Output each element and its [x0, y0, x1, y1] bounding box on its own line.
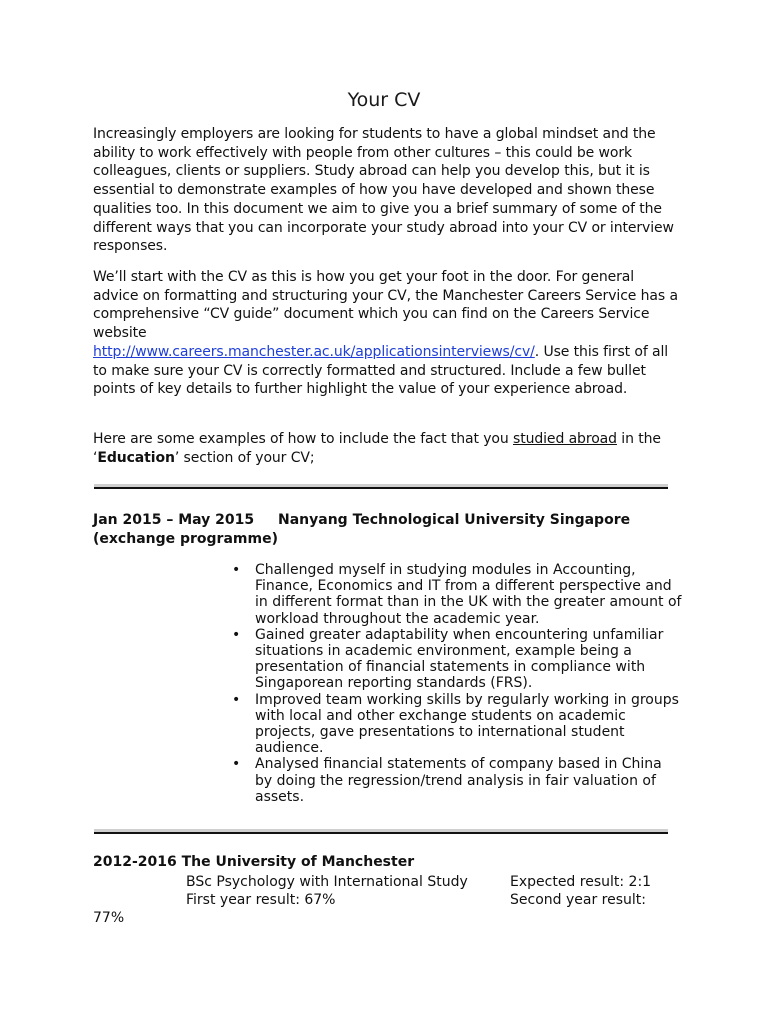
- page-title: Your CV: [347, 89, 421, 111]
- bullet-text: Gained greater adaptability when encountering unfamiliar situations in academic environment, example being a presentation of financial statements in compliance with Singaporean reporting standards (FRS).: [255, 626, 664, 692]
- examples-text-3: ’ section of your CV;: [174, 449, 315, 466]
- section-divider-top: [94, 484, 668, 489]
- cv-advice-paragraph: [93, 268, 683, 399]
- bullet-icon: •: [232, 562, 241, 578]
- exchange-institution: Nanyang Technological University Singapore: [278, 512, 631, 528]
- university-dates: 2012-2016: [93, 854, 177, 870]
- exchange-entry-heading: [93, 511, 683, 548]
- bullet-text: Improved team working skills by regularly working in groups with local and other exchange students on academic projects, gave presentations to international student audience.: [255, 691, 679, 757]
- examples-text-1: Here are some examples of how to include the fact that you: [93, 431, 513, 447]
- exchange-bullet-list: [232, 562, 682, 805]
- degree-name: BSc Psychology with International Study: [186, 874, 468, 890]
- second-year-result-label: Second year result:: [510, 892, 646, 908]
- careers-cv-link[interactable]: http://www.careers.manchester.ac.uk/applicationsinterviews/cv/: [93, 343, 535, 360]
- bullet-text: Challenged myself in studying modules in Accounting, Finance, Economics and IT from a different perspective and in different format than in the UK with the greater amount of workload throughout the academic year.: [255, 562, 682, 627]
- list-item: [232, 562, 682, 627]
- bullet-text: Analysed financial statements of company based in China by doing the regression/trend analysis in fair valuation of assets.: [255, 756, 662, 805]
- education-bold: Education: [97, 449, 175, 466]
- list-item: [232, 692, 682, 757]
- bullet-icon: •: [232, 691, 241, 708]
- list-item: [232, 627, 682, 692]
- exchange-subtitle: (exchange programme): [93, 530, 278, 547]
- bullet-icon: •: [232, 626, 241, 643]
- expected-result: Expected result: 2:1: [510, 874, 652, 890]
- studied-abroad-underlined: studied abroad: [513, 431, 617, 447]
- cv-advice-text-start: We’ll start with the CV as this is how you get your foot in the door. For general advice on formatting and structuring your CV, the Manchester Careers Service has a comprehensive “CV guide” document which you can find on the Careers Service website: [93, 269, 678, 342]
- examples-intro-paragraph: [93, 430, 683, 467]
- university-entry-heading: [93, 853, 683, 872]
- examples-text-2: in the ‘: [93, 431, 661, 466]
- first-year-result: First year result: 67%: [186, 892, 336, 908]
- exchange-dates: Jan 2015 – May 2015: [93, 512, 255, 528]
- list-item: [232, 756, 682, 805]
- section-divider-bottom: [94, 829, 668, 834]
- intro-paragraph: Increasingly employers are looking for students to have a global mindset and the ability to work effectively with people from other cultures – this could be work colleagues, clients or suppliers. Study abroad can help you develop this, but it is essential to demonstrate examples of how you have developed and shown these qualities too. In this document we aim to give you a brief summary of some of the different ways that you can incorporate your study abroad into your CV or interview responses.: [93, 126, 674, 255]
- second-year-result-value: 77%: [93, 910, 125, 926]
- bullet-icon: •: [232, 756, 241, 773]
- cv-advice-text-end: . Use this first of all to make sure your CV is correctly formatted and structured. Include a few bullet points of key details to further highlight the value of your experience abroad.: [93, 343, 669, 398]
- university-institution: The University of Manchester: [181, 854, 415, 870]
